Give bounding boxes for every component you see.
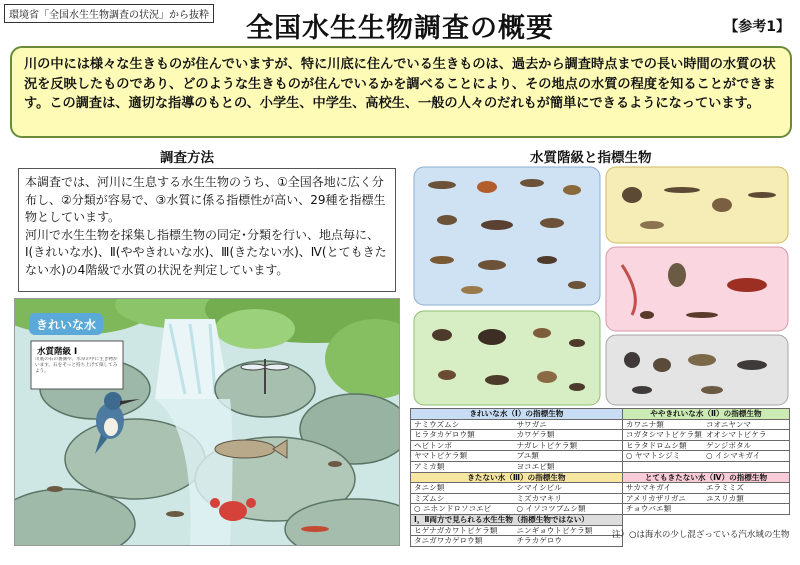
class5-item: ニンギョウトビケラ類 <box>516 525 593 535</box>
class1-item: カワゲラ類 <box>516 430 555 440</box>
class4-item: チョウバエ類 <box>625 504 672 514</box>
class4-item: ユスリカ類 <box>705 493 744 503</box>
class1-item: ヨコエビ類 <box>516 461 555 471</box>
class1-item: ヒラタカゲロウ類 <box>414 430 475 440</box>
class2-item: コガタシマトビケラ類 <box>625 430 702 440</box>
class3-header: きたない水（Ⅲ）の指標生物 <box>411 472 623 483</box>
class4-header: とてもきたない水（Ⅳ）の指標生物 <box>622 472 789 483</box>
class2-item: ヒラタドロムシ類 <box>625 440 687 450</box>
illustration-level: 水質階級 Ⅰ <box>37 347 78 357</box>
method-box <box>18 168 396 292</box>
class3-item: ミズムシ <box>414 493 445 503</box>
class3-item: ミズカマキリ <box>516 493 562 503</box>
class5-item: タニガワカゲロウ類 <box>414 536 483 546</box>
class2-item: コオニヤンマ <box>705 419 752 429</box>
class5-item: チラカゲロウ <box>516 536 562 546</box>
class1-item: ヤマトビケラ類 <box>414 451 468 461</box>
class4-item <box>706 504 786 514</box>
indicator-heading: 水質階級と指標生物 <box>530 150 652 166</box>
illustration-caption: 川底の石の裏側や、水草の中に生き物がいます。石をそっと持ち上げて探してみよう。 <box>35 357 118 374</box>
class3-item: タニシ類 <box>414 483 445 493</box>
reference-label: 【参考1】 <box>724 19 790 35</box>
method-heading: 調査方法 <box>160 150 214 166</box>
class3-item: ○ イソコツブムシ類 <box>516 504 586 514</box>
footnote: 注）○は海水の少し混ざっている汽水域の生物 <box>612 530 790 540</box>
class4-item: サカマキガイ <box>625 483 672 493</box>
class1-header: きれいな水（Ⅰ）の指標生物 <box>411 409 623 420</box>
class5-item: ヒゲナガカワトビケラ類 <box>414 525 498 535</box>
class1-item: アミカ類 <box>414 461 445 471</box>
stream-illustration <box>14 298 400 546</box>
class2-item: ○ イシマキガイ <box>705 451 761 461</box>
class4-item: エラミミズ <box>705 483 744 493</box>
class1-item: ヘビトンボ <box>414 440 452 450</box>
intro-text: 川の中には様々な生きものが住んでいますが、特に川底に住んでいる生きものは、過去から調査時点までの長い時間の水質の状況を反映したものであり、どのような生きものが住んでいるかを調べることにより、その地点の水質の程度を知ることができます。この調査は、適切な指導のもとの、小学生、中学生、高校生、一般の人々のだれもが簡単にできるようになっています。 <box>24 57 776 111</box>
illustration-badge: きれいな水 <box>35 318 97 332</box>
indicator-table <box>410 408 790 547</box>
class2-item: ○ ヤマトシジミ <box>625 451 681 461</box>
source-label: 環境省「全国水生生物調査の状況」から抜粋 <box>4 4 214 23</box>
class2-header: ややきれいな水（Ⅱ）の指標生物 <box>622 409 789 420</box>
class2-item: オオシマトビケラ <box>705 430 767 440</box>
page-title: 全国水生生物調査の概要 <box>246 13 554 44</box>
class1-item: サワガニ <box>516 419 547 429</box>
class2-item: カワニナ類 <box>625 419 664 429</box>
intro-box <box>10 46 792 138</box>
class1-item: ブユ類 <box>516 451 539 461</box>
method-paragraph-2: 河川で水生生物を採集し指標生物の同定･分類を行い、地点毎に、Ⅰ(きれいな水)、Ⅱ(ややきれいな水)、Ⅲ(きたない水)、Ⅳ(とてもきたない水)の4階級で水質の状況を判定しています。 <box>25 227 387 277</box>
indicator-panels <box>412 165 790 407</box>
class1-item: ナミウズムシ <box>414 419 460 429</box>
class2-item: ゲンジボタル <box>705 440 752 450</box>
class3-item: シマイシビル <box>516 483 562 493</box>
class4-item: アメリカザリガニ <box>625 493 687 503</box>
class1-item: ナガレトビケラ類 <box>516 440 578 450</box>
method-paragraph-1: 本調査では、河川に生息する水生生物のうち、①全国各地に広く分布し、②分類が容易で、③水質に係る指標性が高い、29種を指標生物としています。 <box>25 175 386 224</box>
class5-header: Ⅰ，Ⅱ両方で見られる水生生物（指標生物ではない） <box>411 514 623 525</box>
class3-item: ○ ニホンドロソコエビ <box>414 504 492 514</box>
